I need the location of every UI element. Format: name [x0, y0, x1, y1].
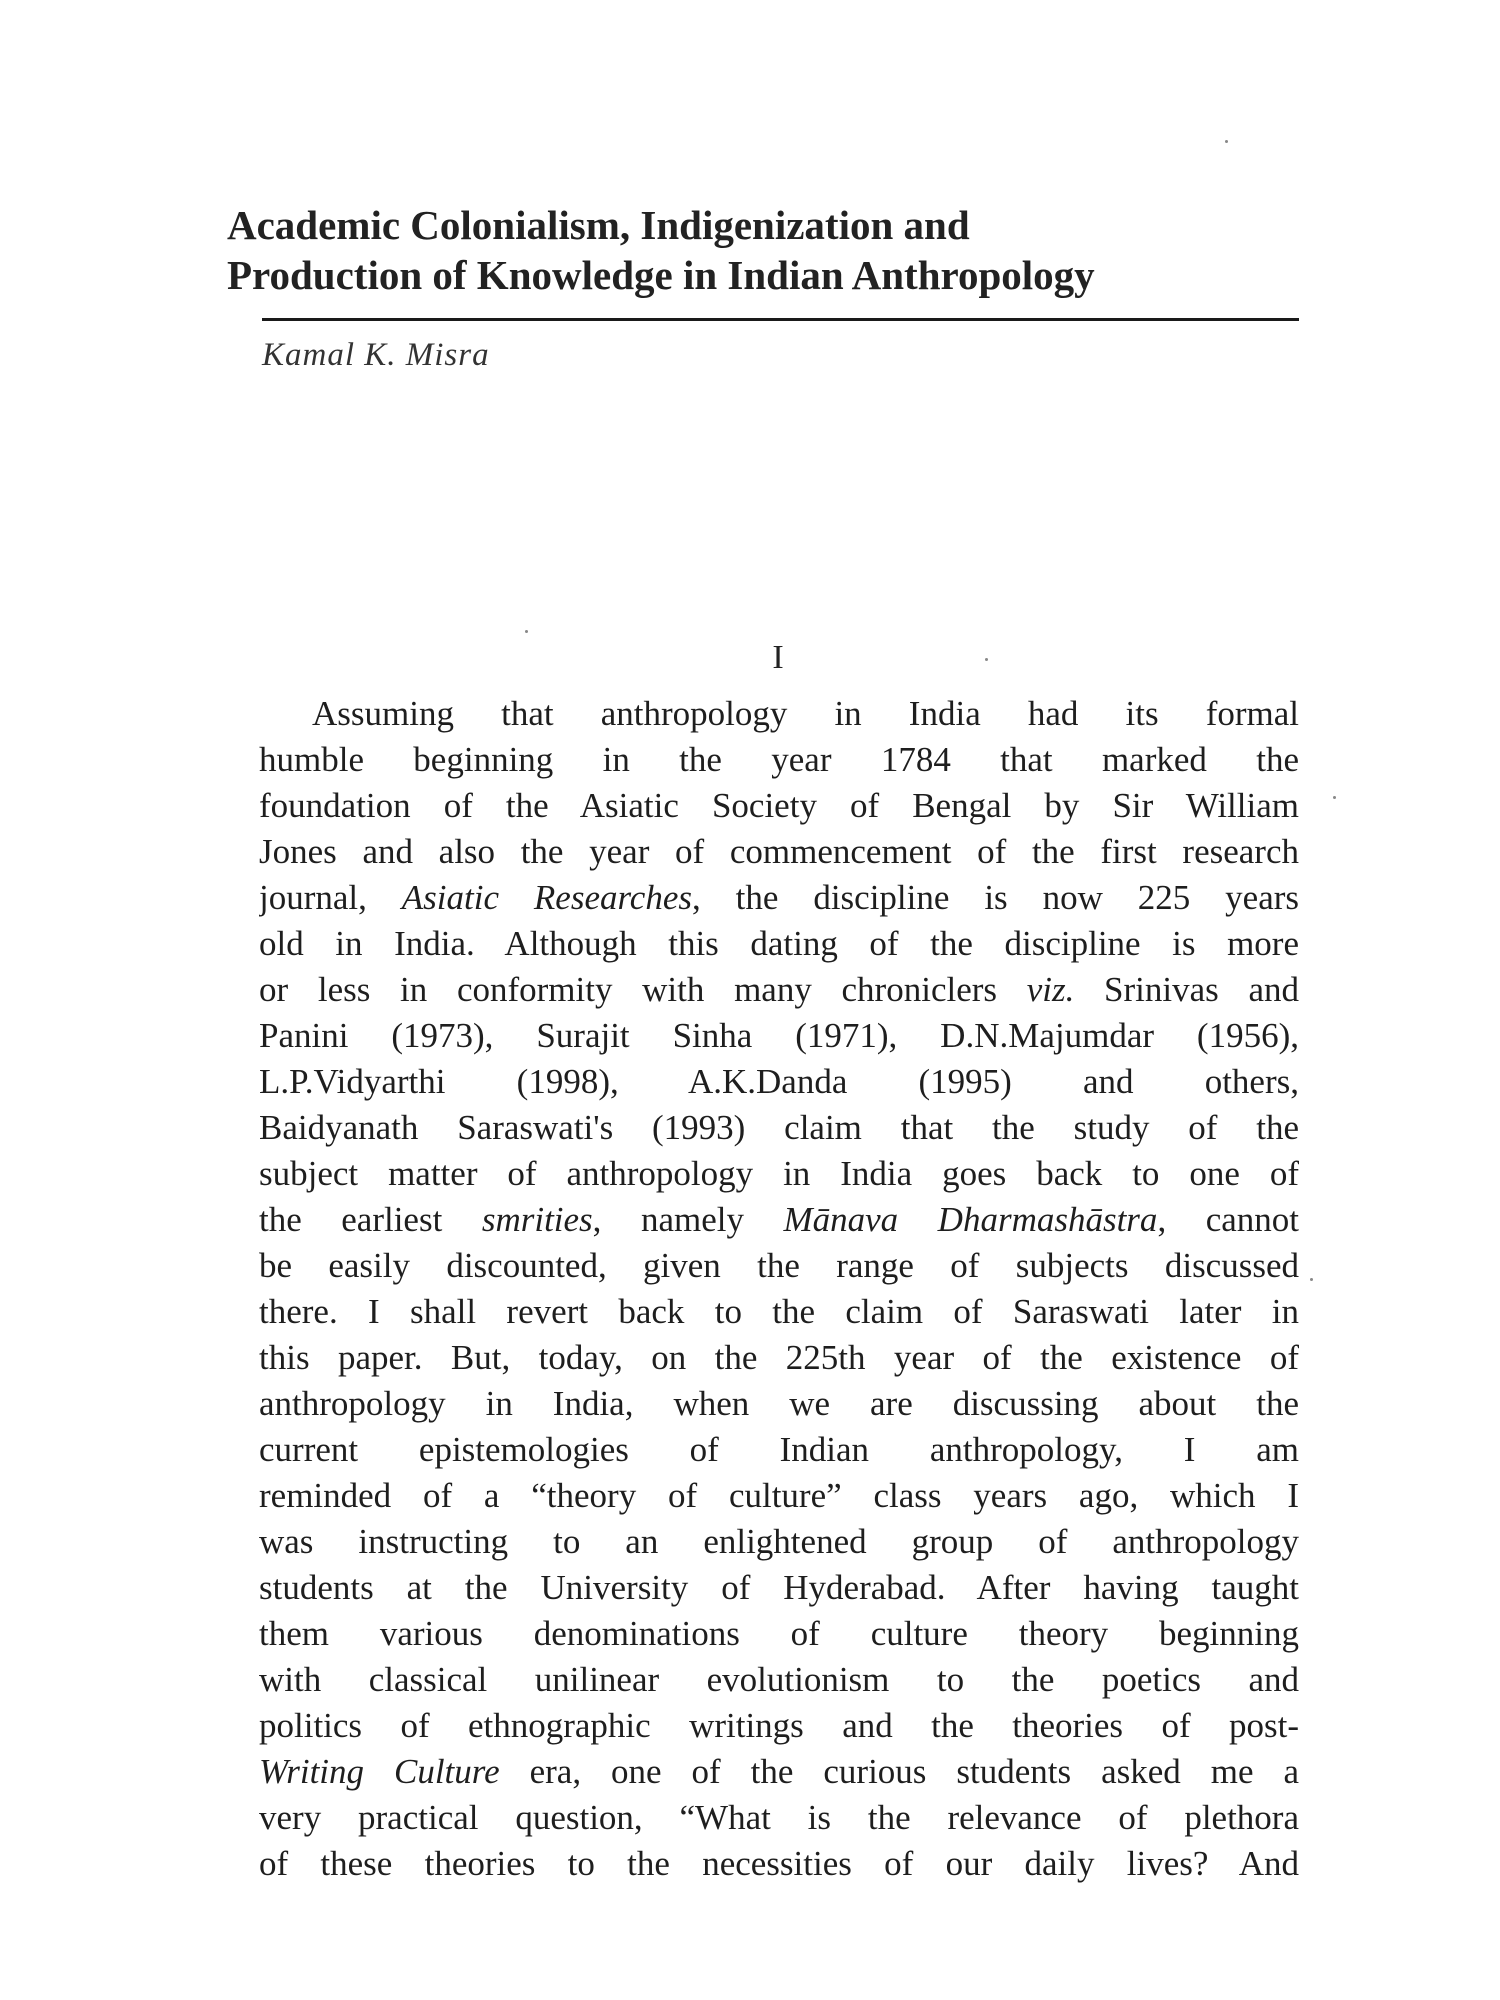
text-segment: current epistemologies of Indian anthropology, I am	[259, 1430, 1299, 1469]
author-name: Kamal K. Misra	[262, 337, 490, 373]
text-line	[259, 1381, 1299, 1427]
text-segment: subject matter of anthropology in India goes back to one of	[259, 1154, 1299, 1193]
text-line	[259, 1519, 1299, 1565]
text-line	[259, 783, 1299, 829]
text-segment: this paper. But, today, on the 225th year of the existence of	[259, 1338, 1299, 1377]
text-segment: anthropology in India, when we are discussing about the	[259, 1384, 1299, 1423]
text-segment: very practical question, “What is the relevance of plethora	[259, 1798, 1299, 1837]
section-number: I	[772, 639, 784, 676]
text-segment: Baidyanath Saraswati's (1993) claim that the study of the	[259, 1108, 1299, 1147]
text-segment: Panini (1973), Surajit Sinha (1971), D.N.Majumdar (1956),	[259, 1016, 1299, 1055]
italic-text: Asiatic Researches	[401, 878, 692, 917]
italic-text: viz.	[1026, 970, 1075, 1009]
text-segment: reminded of a “theory of culture” class years ago, which I	[259, 1476, 1299, 1515]
text-line	[259, 1749, 1299, 1795]
text-line	[259, 1105, 1299, 1151]
scan-speck	[1225, 140, 1228, 143]
title-rule-divider	[262, 318, 1299, 321]
scan-speck	[1310, 1278, 1313, 1281]
text-line	[259, 1289, 1299, 1335]
text-line	[259, 1841, 1299, 1887]
scan-speck	[985, 658, 988, 661]
text-line	[259, 1473, 1299, 1519]
scan-speck	[525, 630, 528, 633]
text-segment: era, one of the curious students asked me a	[499, 1752, 1299, 1791]
text-segment: L.P.Vidyarthi (1998), A.K.Danda (1995) and others,	[259, 1062, 1299, 1101]
text-segment: of these theories to the necessities of our daily lives? And	[259, 1844, 1299, 1883]
body-paragraph	[259, 691, 1299, 1887]
text-line	[259, 1657, 1299, 1703]
text-segment: , the discipline is now 225 years	[692, 878, 1299, 917]
text-line	[259, 829, 1299, 875]
text-line	[259, 1335, 1299, 1381]
text-line	[259, 1059, 1299, 1105]
text-segment: old in India. Although this dating of the discipline is more	[259, 924, 1299, 963]
text-line	[259, 1013, 1299, 1059]
text-line	[259, 1151, 1299, 1197]
text-segment: students at the University of Hyderabad. After having taught	[259, 1568, 1299, 1607]
text-segment: Jones and also the year of commencement of the first research	[259, 832, 1299, 871]
text-segment: Srinivas and	[1074, 970, 1299, 1009]
text-segment: or less in conformity with many chroniclers	[259, 970, 1027, 1009]
text-segment: humble beginning in the year 1784 that marked the	[259, 740, 1299, 779]
text-line	[259, 1611, 1299, 1657]
text-segment: be easily discounted, given the range of subjects discussed	[259, 1246, 1299, 1285]
text-line	[259, 1243, 1299, 1289]
text-line	[259, 967, 1299, 1013]
title-line-2: Production of Knowledge in Indian Anthropology	[227, 252, 1095, 298]
text-segment: with classical unilinear evolutionism to the poetics and	[259, 1660, 1299, 1699]
italic-text: Mānava Dharmashāstra	[783, 1200, 1158, 1239]
text-line	[259, 691, 1299, 737]
article-title	[227, 200, 1299, 300]
text-segment: politics of ethnographic writings and the theories of post-	[259, 1706, 1299, 1745]
italic-text: Writing Culture	[259, 1752, 500, 1791]
text-line	[259, 1565, 1299, 1611]
text-segment: the earliest	[259, 1200, 482, 1239]
scan-speck	[1333, 796, 1336, 799]
text-segment: journal,	[259, 878, 402, 917]
text-segment: there. I shall revert back to the claim of Saraswati later in	[259, 1292, 1299, 1331]
text-segment: , namely	[592, 1200, 784, 1239]
text-segment: was instructing to an enlightened group of anthropology	[259, 1522, 1299, 1561]
text-segment: Assuming that anthropology in India had its formal	[312, 694, 1299, 733]
text-segment: , cannot	[1157, 1200, 1299, 1239]
text-segment: them various denominations of culture theory beginning	[259, 1614, 1299, 1653]
text-line	[259, 875, 1299, 921]
text-line	[259, 1427, 1299, 1473]
text-line	[259, 1795, 1299, 1841]
text-line	[259, 1197, 1299, 1243]
text-segment: foundation of the Asiatic Society of Bengal by Sir William	[259, 786, 1299, 825]
text-line	[259, 921, 1299, 967]
text-line	[259, 1703, 1299, 1749]
italic-text: smrities	[481, 1200, 593, 1239]
text-line	[259, 737, 1299, 783]
title-line-1: Academic Colonialism, Indigenization and	[227, 202, 970, 248]
